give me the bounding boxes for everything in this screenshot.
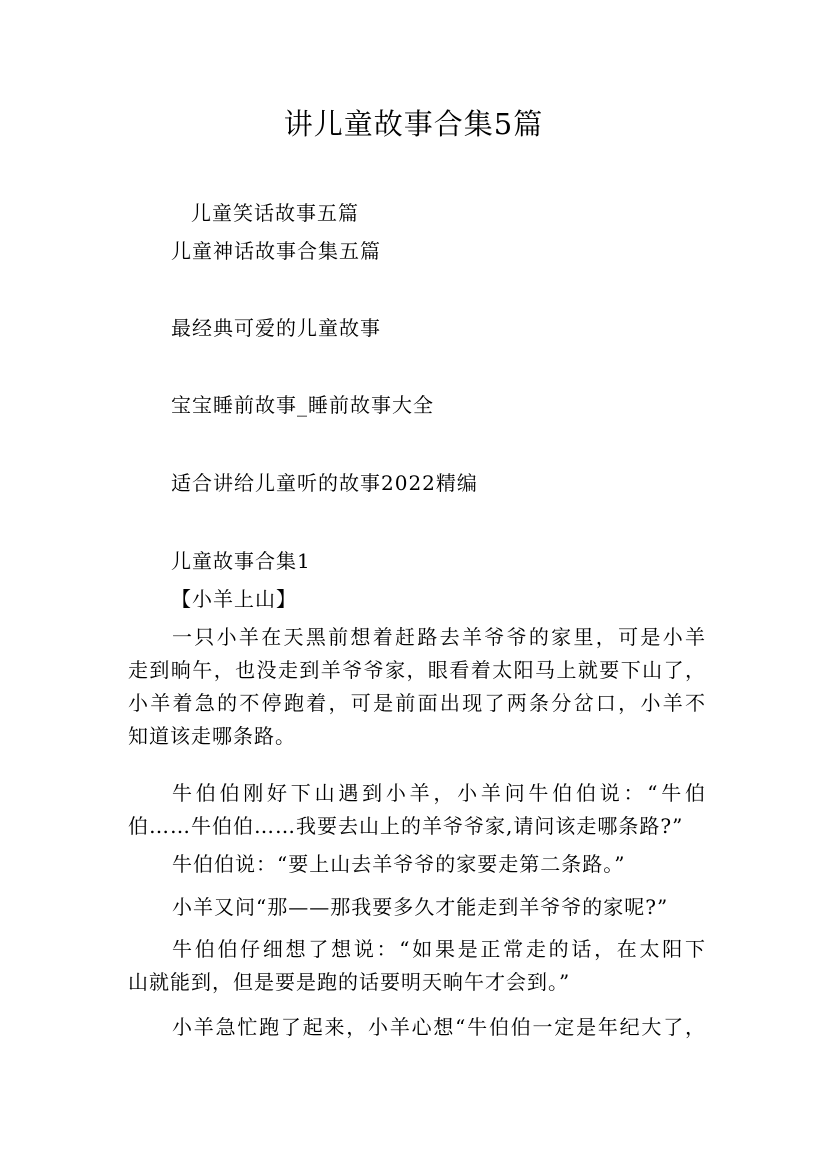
related-link-2[interactable]: 儿童神话故事合集五篇 [171,239,381,263]
paragraph-line: 走到晌午，也没走到羊爷爷家，眼看着太阳马上就要下山了， [128,658,706,682]
related-link-4[interactable]: 宝宝睡前故事_睡前故事大全 [171,393,434,417]
story-paragraph-5 [128,933,706,999]
paragraph-line: 小羊急忙跑了起来，小羊心想“牛伯伯一定是年纪大了， [172,1015,706,1039]
paragraph-line: 小羊又问“那——那我要多久才能走到羊爷爷的家呢?” [172,895,669,919]
story-title: 【小羊上山】 [171,587,297,611]
story-paragraph-4 [172,891,706,924]
document-title: 讲儿童故事合集5篇 [283,107,544,141]
paragraph-line: 伯……牛伯伯……我要去山上的羊爷爷家,请问该走哪条路?” [128,814,684,838]
paragraph-line: 牛伯伯仔细想了想说：“如果是正常走的话，在太阳下 [172,937,706,961]
related-link-5[interactable]: 适合讲给儿童听的故事2022精编 [171,471,478,495]
related-link-1[interactable]: 儿童笑话故事五篇 [191,201,359,225]
story-paragraph-6 [172,1011,706,1044]
story-paragraph-1 [128,621,706,753]
paragraph-line: 一只小羊在天黑前想着赶路去羊爷爷的家里，可是小羊 [172,625,706,649]
paragraph-line: 知道该走哪条路。 [128,724,296,748]
paragraph-line: 山就能到，但是要是跑的话要明天晌午才会到。” [128,970,571,994]
story-paragraph-3 [172,848,706,881]
paragraph-line: 牛伯伯说：“要上山去羊爷爷的家要走第二条路。” [172,852,626,876]
paragraph-line: 小羊着急的不停跑着，可是前面出现了两条分岔口，小羊不 [128,691,706,715]
related-link-3[interactable]: 最经典可爱的儿童故事 [171,316,381,340]
section-heading: 儿童故事合集1 [171,549,311,573]
paragraph-line: 牛伯伯刚好下山遇到小羊，小羊问牛伯伯说：“牛伯 [172,781,706,805]
story-paragraph-2 [128,777,706,843]
